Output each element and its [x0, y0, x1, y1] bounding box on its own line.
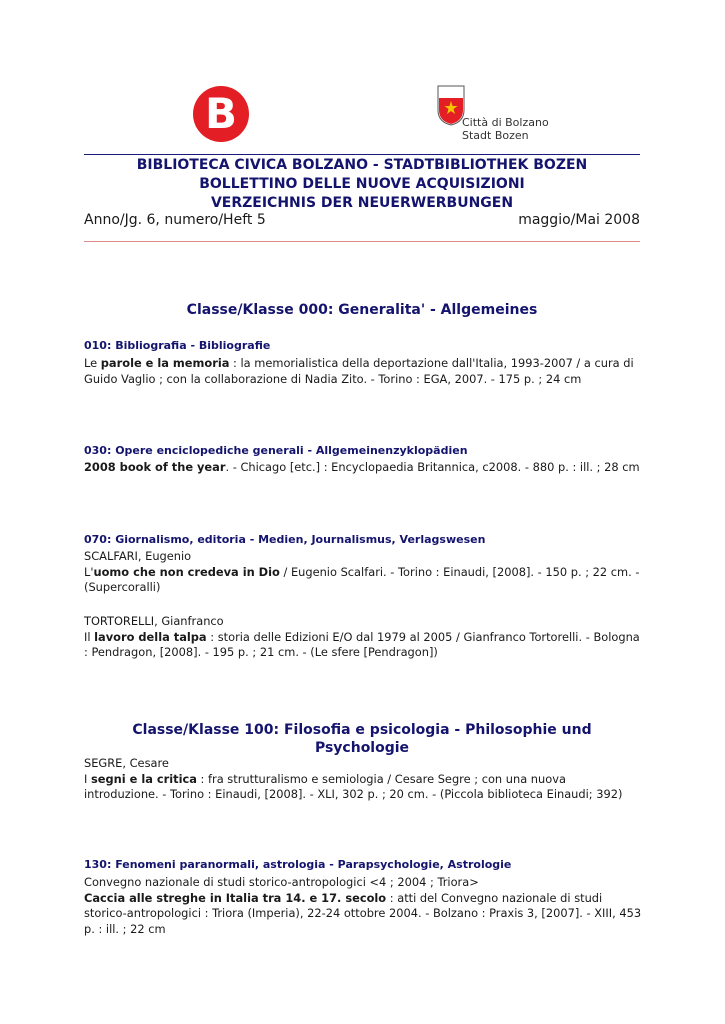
city-name-de: Stadt Bozen [462, 129, 529, 142]
catalog-entry: TORTORELLI, Gianfranco Il lavoro della talpa : storia delle Edizioni E/O dal 1979 al 2005 / Gianfranco Tortorelli. - Bologna : Pendragon, [2008]. - 195 p. ; 21 cm. - (Le sfere [Pendragon]) [84, 614, 644, 661]
issue-date: maggio/Mai 2008 [518, 212, 640, 228]
entry-author: Convegno nazionale di studi storico-antropologici <4 ; 2004 ; Triora> [84, 875, 479, 889]
entry-title: Caccia alle streghe in Italia tra 14. e 17. secolo [84, 890, 387, 905]
entry-title: 2008 book of the year [84, 460, 226, 474]
section-heading-010: 010: Bibliografia - Bibliografie [84, 339, 271, 352]
city-name [462, 116, 549, 142]
entry-author: SCALFARI, Eugenio [84, 549, 192, 563]
city-name-it: Città di Bolzano [462, 116, 549, 129]
catalog-entry: SEGRE, Cesare I segni e la critica : fra strutturalismo e semiologia / Cesare Segre ; con una nuova introduzione. - Torino : Einaudi, [2008]. - XLI, 302 p. ; 20 cm. - (Piccola biblioteca Einaudi; 392) [84, 756, 644, 803]
title-library: BIBLIOTECA CIVICA BOLZANO - STADTBIBLIOTHEK BOZEN [136, 157, 588, 173]
class-heading-100: Classe/Klasse 100: Filosofia e psicologia - Philosophie und Psychologie [132, 722, 592, 756]
entry-title: parole e la memoria [100, 356, 230, 370]
header-rule-bottom [84, 241, 640, 242]
bulletin-title [84, 156, 640, 213]
entry-title: lavoro della talpa [94, 629, 207, 644]
entry-title: segni e la critica [90, 771, 197, 786]
issue-number: Anno/Jg. 6, numero/Heft 5 [84, 212, 266, 228]
section-heading-070: 070: Giornalismo, editoria - Medien, Journalismus, Verlagswesen [84, 533, 486, 546]
logo-letter: B [204, 89, 238, 138]
section-heading-030: 030: Opere enciclopediche generali - Allgemeinenzyklopädien [84, 444, 468, 457]
title-bulletin-de: VERZEICHNIS DER NEUERWERBUNGEN [210, 195, 514, 211]
catalog-entry: Convegno nazionale di studi storico-antropologici <4 ; 2004 ; Triora> Caccia alle streghe in Italia tra 14. e 17. secolo : atti del Convegno nazionale di studi storico-antropologici : Triora (Imperia), 22-24 ottobre 2004. - Bolzano : Praxis 3, [2007]. - XIII, 453 p. : ill. ; 22 cm [84, 875, 644, 937]
title-bulletin-it: BOLLETTINO DELLE NUOVE ACQUISIZIONI [199, 176, 525, 192]
header-rule-top [84, 154, 640, 155]
catalog-entry: 2008 book of the year. - Chicago [etc.] : Encyclopaedia Britannica, c2008. - 880 p. : ill. ; 28 cm [84, 460, 640, 474]
class-heading-000: Classe/Klasse 000: Generalita' - Allgemeines [186, 302, 538, 318]
catalog-entry: Le parole e la memoria : la memorialistica della deportazione dall'Italia, 1993-2007 / a cura di Guido Vaglio ; con la collaborazione di Nadia Zito. - Torino : EGA, 2007. - 175 p. ; 24 cm [84, 356, 634, 386]
catalog-entry: SCALFARI, Eugenio L'uomo che non credeva in Dio / Eugenio Scalfari. - Torino : Einaudi, [2008]. - 150 p. ; 22 cm. - (Supercoralli) [84, 549, 644, 596]
entry-author: SEGRE, Cesare [84, 756, 169, 770]
entry-title: uomo che non credeva in Dio [93, 564, 280, 579]
biblioteca-b-logo-icon [192, 85, 250, 143]
section-heading-130: 130: Fenomeni paranormali, astrologia - Parapsychologie, Astrologie [84, 858, 512, 871]
entry-author: TORTORELLI, Gianfranco [84, 614, 224, 628]
